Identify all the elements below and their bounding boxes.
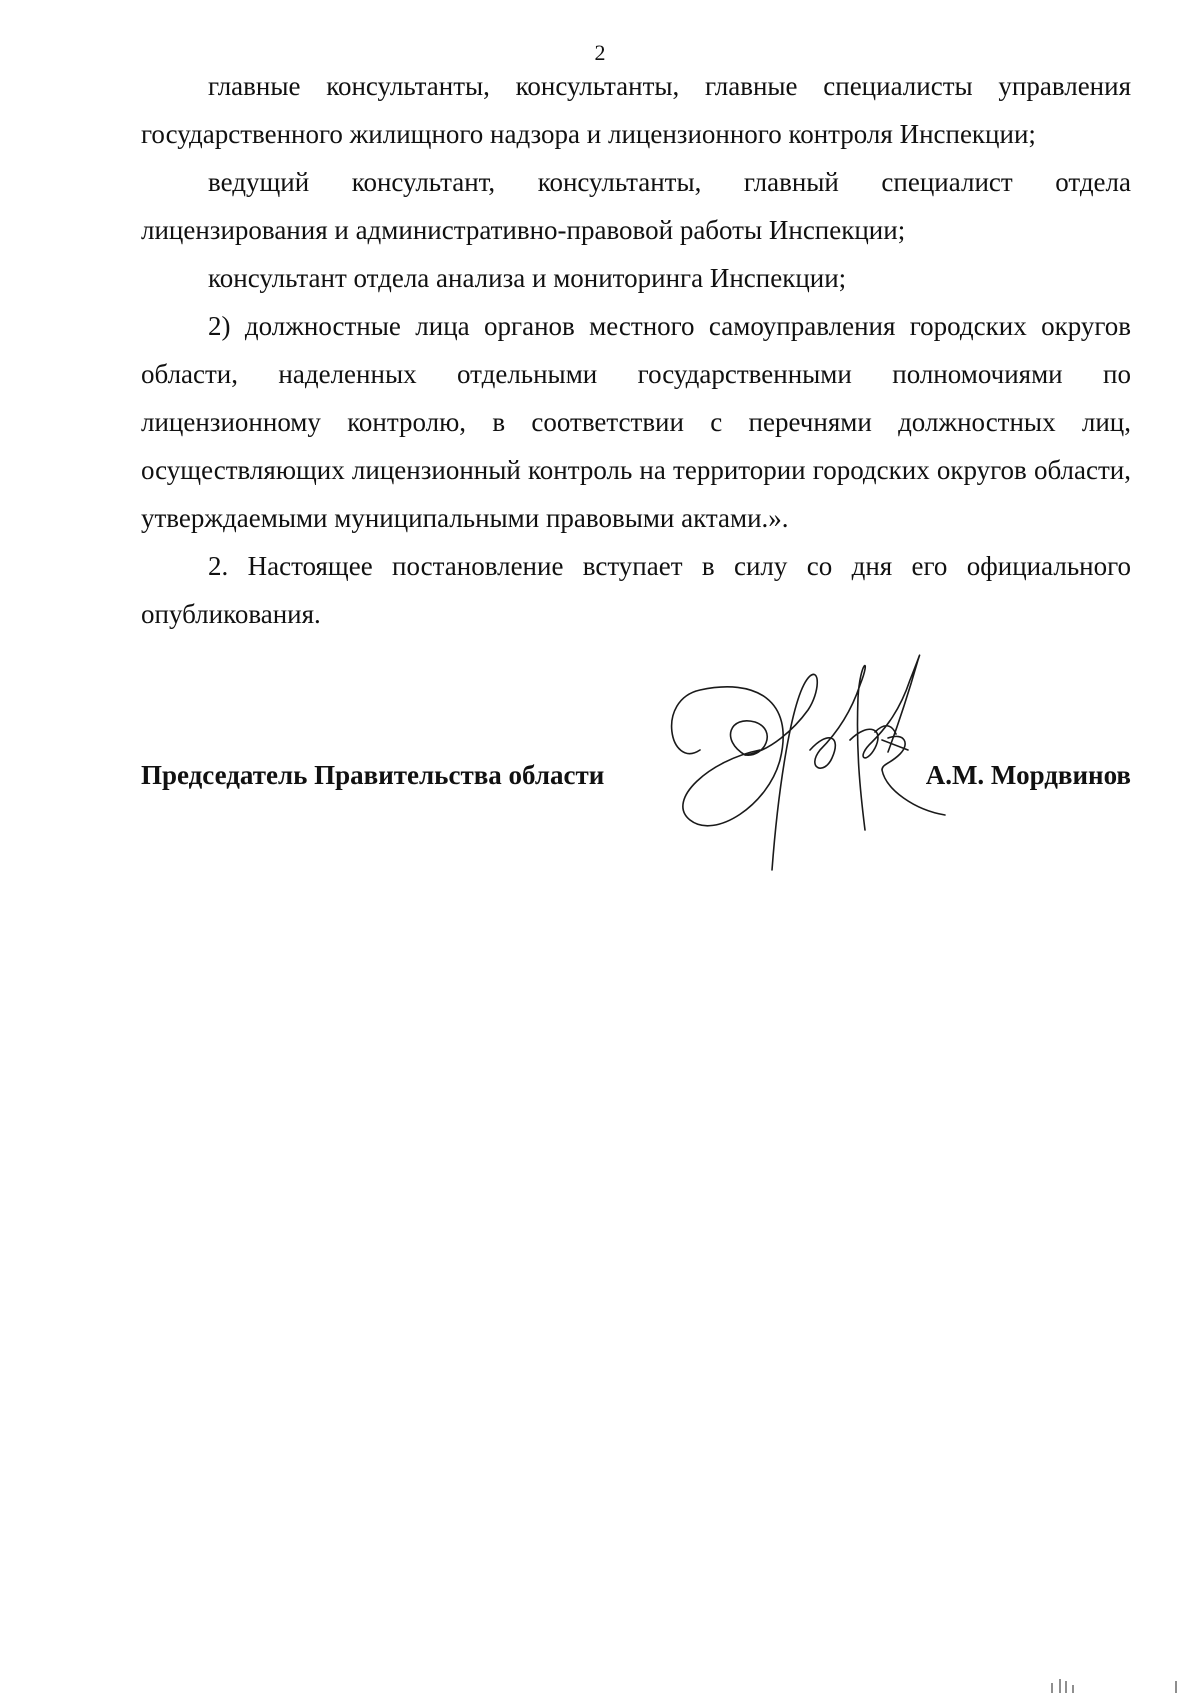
paragraph-entry-into-force: 2. Настоящее постановление вступает в силу со дня его официального опубликования. [141, 551, 1131, 629]
signer-title: Председатель Правительства области [141, 760, 605, 790]
document-body [141, 62, 1131, 638]
paragraph-chief-consultants: главные консультанты, консультанты, главные специалисты управления государственного жилищного надзора и лицензионного контроля Инспекции; [141, 71, 1131, 149]
signature-block [141, 755, 1131, 795]
page-number: 2 [594, 40, 606, 65]
paragraph-leading-consultant: ведущий консультант, консультанты, главный специалист отдела лицензирования и административно-правовой работы Инспекции; [141, 167, 1131, 245]
scan-margin-marks [1000, 1665, 1200, 1695]
paragraph-local-officials: 2) должностные лица органов местного самоуправления городских округов области, наделенных отдельными государственными полномочиями по лицензионному контролю, в соответствии с перечнями должностных лиц, осуществляющих лицензионный контроль на территории городских округов области, утверждаемыми муниципальными правовыми актами.». [141, 311, 1131, 533]
paragraph-analysis-consultant: консультант отдела анализа и мониторинга Инспекции; [208, 263, 847, 293]
signer-name: А.М. Мордвинов [925, 760, 1131, 790]
